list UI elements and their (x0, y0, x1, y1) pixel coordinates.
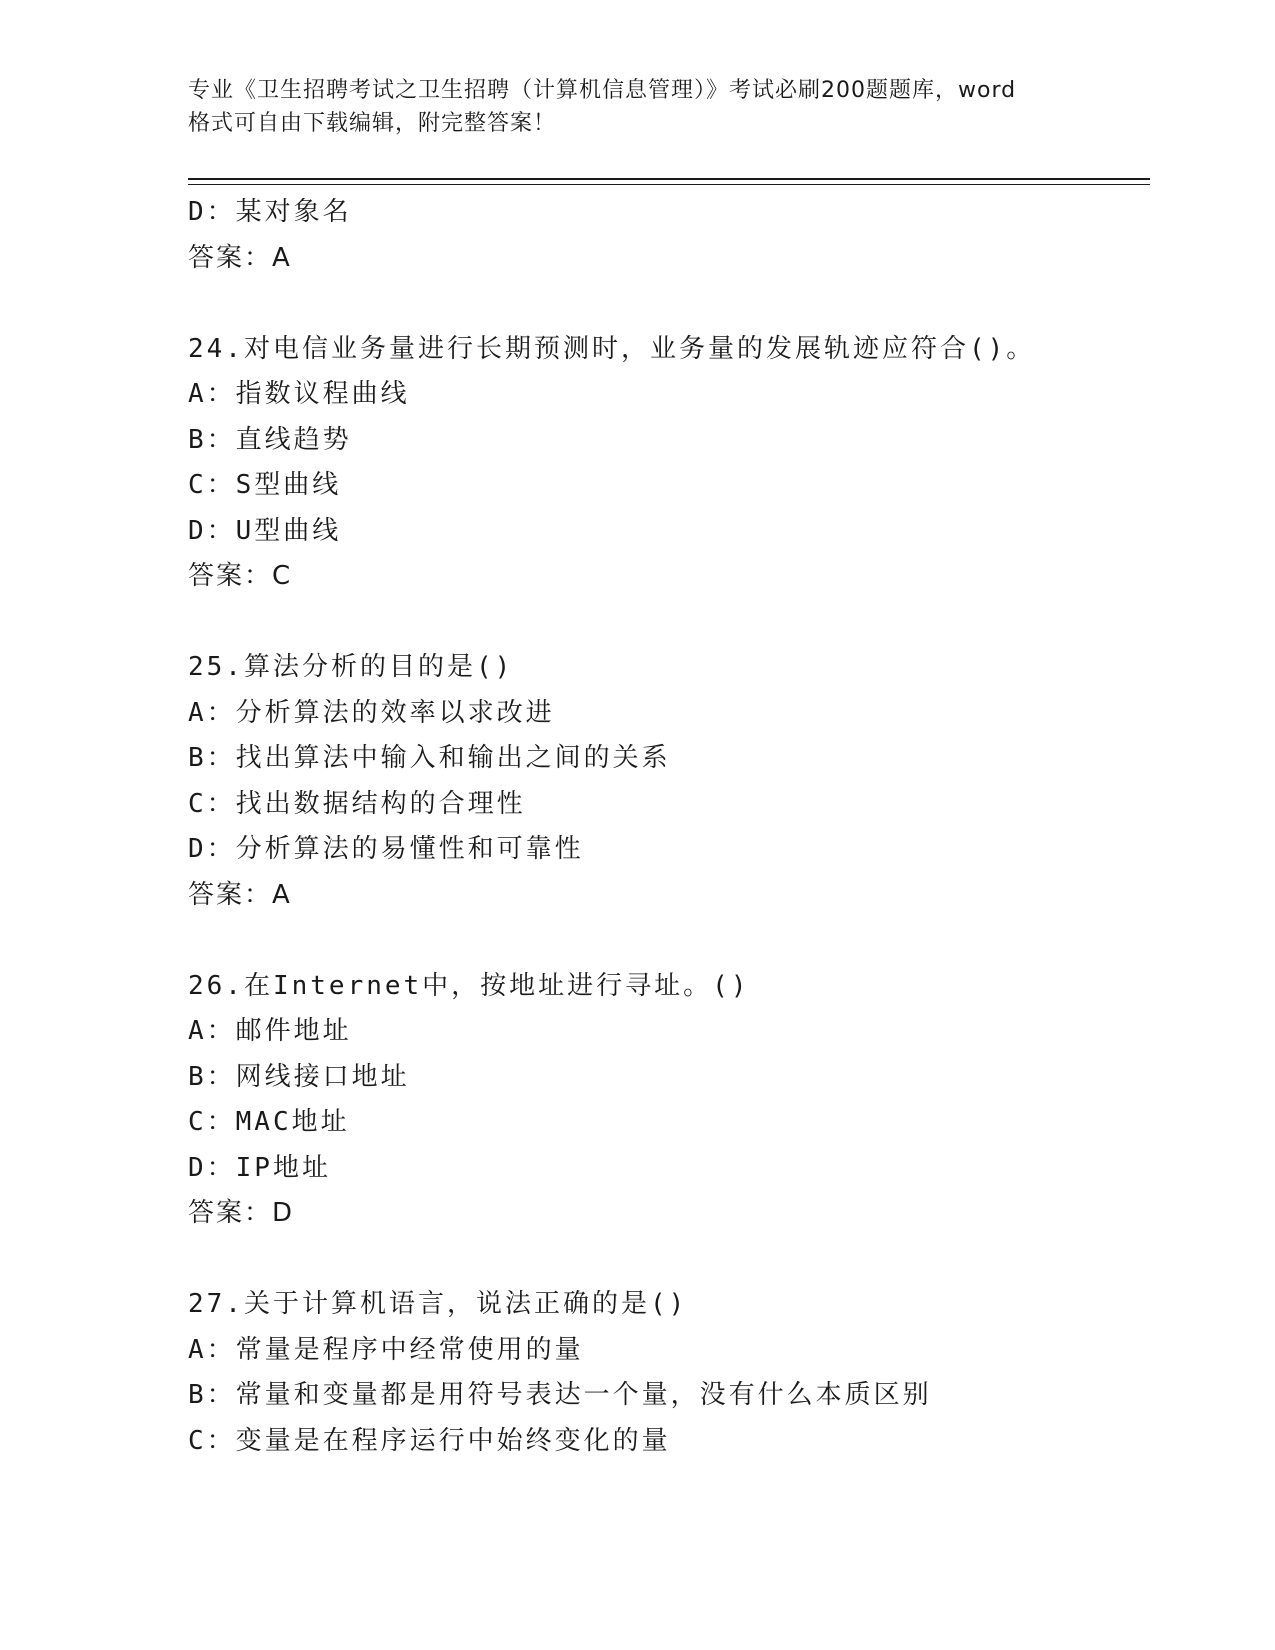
block-spacer (188, 918, 1138, 964)
option-d: D：U型曲线 (188, 515, 342, 546)
option-a: A：常量是程序中经常使用的量 (188, 1334, 584, 1365)
option-c: C：S型曲线 (188, 470, 342, 500)
answer-line: 答案：A (188, 242, 292, 273)
option-d: D：某对象名 (188, 197, 352, 227)
question-text: 26.在Internet中，按地址进行寻址。() (188, 970, 750, 1001)
answer-line: 答案：D (188, 1198, 295, 1228)
document-header (188, 74, 1088, 140)
option-b: B：直线趋势 (188, 424, 352, 455)
answer-line: 答案：A (188, 879, 292, 910)
answer-line: 答案：C (188, 561, 293, 591)
header-line-1: 专业《卫生招聘考试之卫生招聘（计算机信息管理）》考试必刷200题题库，word (188, 78, 1017, 103)
option-b: B：网线接口地址 (188, 1061, 410, 1092)
question-block-27 (188, 1282, 1138, 1464)
question-block-23 (188, 190, 1138, 281)
option-a: A：邮件地址 (188, 1016, 352, 1046)
option-a: A：指数议程曲线 (188, 379, 410, 409)
question-block-25 (188, 645, 1138, 918)
block-spacer (188, 281, 1138, 327)
block-spacer (188, 1237, 1138, 1283)
option-a: A：分析算法的效率以求改进 (188, 697, 555, 728)
header-divider-thin (188, 184, 1150, 185)
block-spacer (188, 600, 1138, 646)
option-c: C：变量是在程序运行中始终变化的量 (188, 1425, 671, 1456)
header-divider-thick (188, 178, 1150, 180)
option-c: C：找出数据结构的合理性 (188, 788, 526, 819)
question-block-24 (188, 327, 1138, 600)
header-line-2: 格式可自由下载编辑，附完整答案！ (188, 111, 557, 136)
option-c: C：MAC地址 (188, 1107, 350, 1137)
option-d: D：分析算法的易懂性和可靠性 (188, 834, 584, 864)
question-text: 25.算法分析的目的是() (188, 652, 514, 682)
question-text: 27.关于计算机语言，说法正确的是() (188, 1289, 688, 1319)
option-b: B：找出算法中输入和输出之间的关系 (188, 743, 671, 773)
option-d: D：IP地址 (188, 1152, 331, 1183)
option-b: B：常量和变量都是用符号表达一个量，没有什么本质区别 (188, 1380, 932, 1410)
question-block-26 (188, 964, 1138, 1237)
question-text: 24.对电信业务量进行长期预测时，业务量的发展轨迹应符合()。 (188, 333, 1036, 364)
question-list (188, 190, 1138, 1464)
